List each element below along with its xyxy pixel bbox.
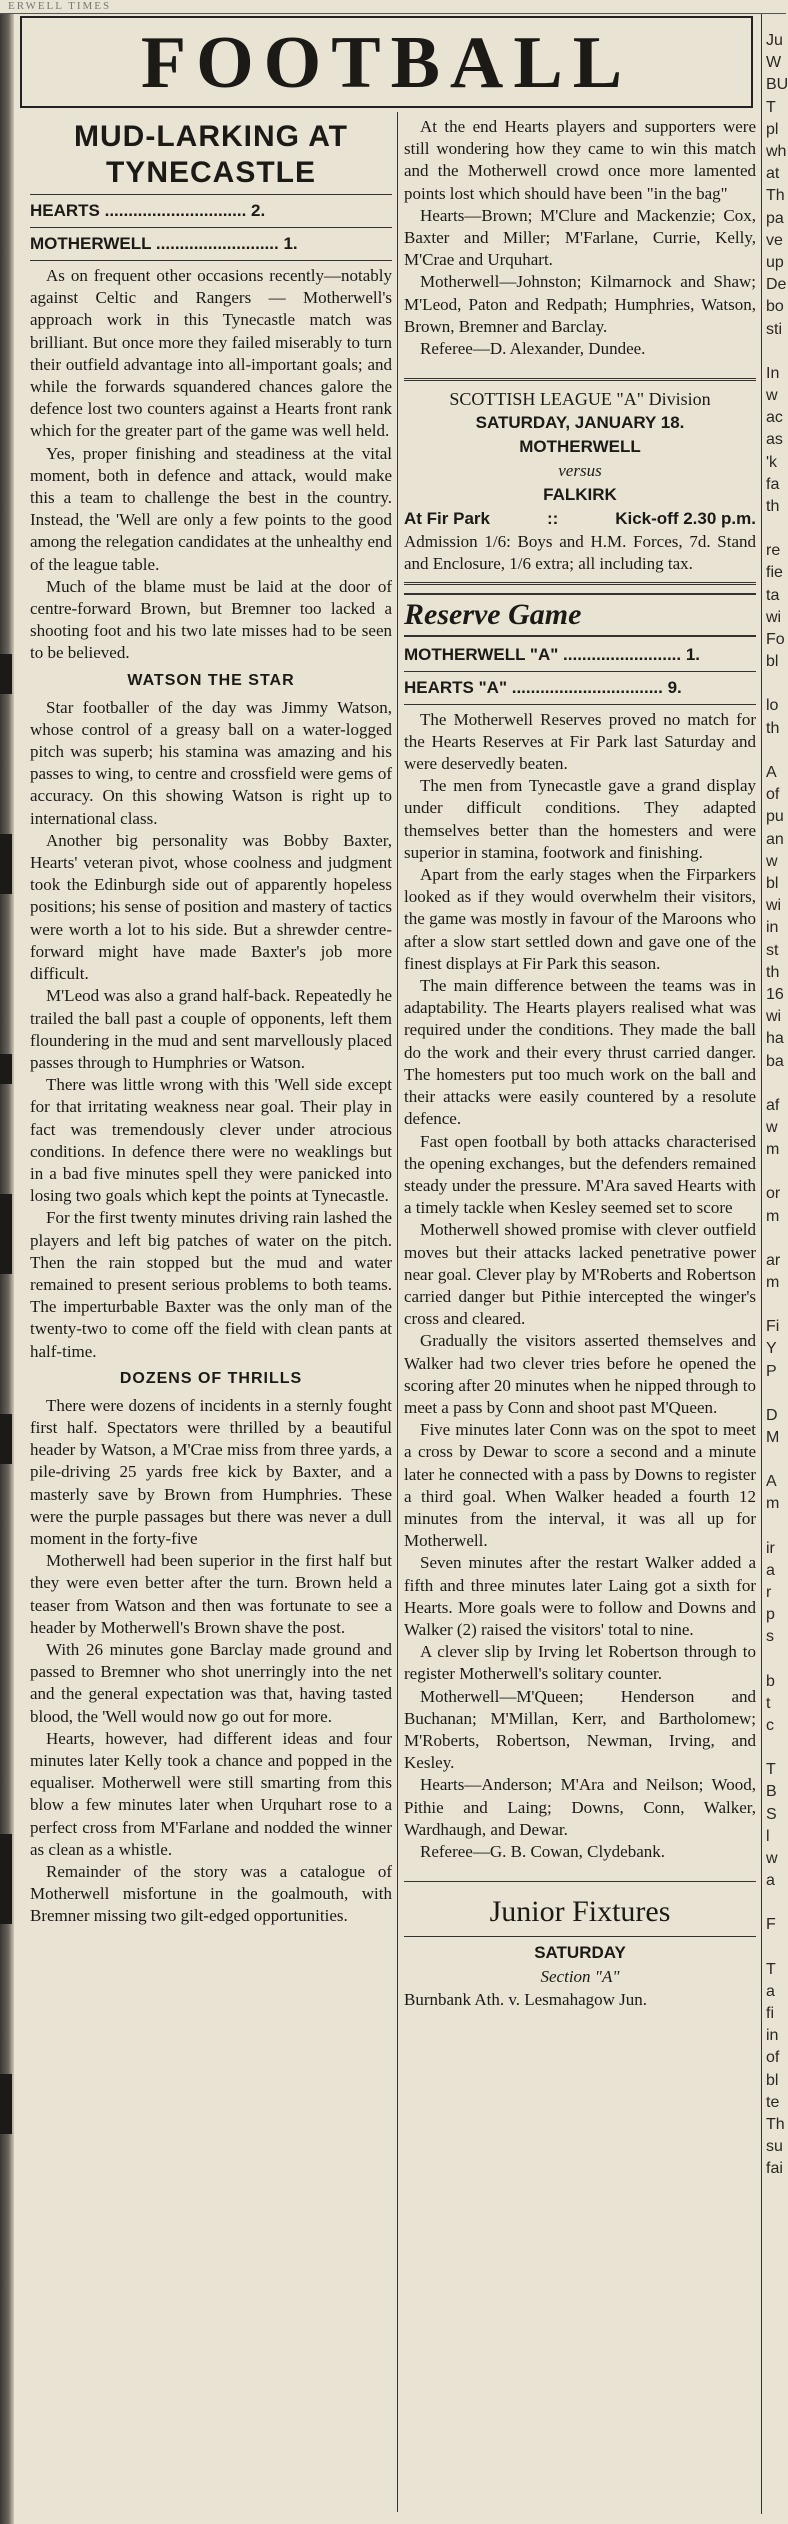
cropped-column-fragment: W [766, 54, 782, 72]
cropped-column-fragment: F [766, 1916, 776, 1934]
cropped-column-fragment: b [766, 1672, 775, 1690]
cropped-column-fragment: D [766, 1406, 778, 1424]
cropped-column-fragment: S [766, 1805, 777, 1823]
cropped-column-fragment: a [766, 1872, 775, 1890]
league-away-team: FALKIRK [543, 485, 617, 505]
cropped-column-fragment: an [766, 830, 784, 848]
paragraph: At the end Hearts players and supporters were still wondering how they came to win this match and the Motherwell crowd once more lamented points lost which should have been "in the bag" [404, 117, 756, 203]
cropped-column-fragment: B [766, 1783, 777, 1801]
reserve-game-heading: Reserve Game [404, 593, 756, 637]
paragraph: The Motherwell Reserves proved no match for the Hearts Reserves at Fir Park last Saturday and were deservedly beaten. [404, 709, 756, 774]
cropped-column-fragment: ta [766, 586, 780, 604]
cropped-column-fragment: Fi [766, 1318, 780, 1336]
league-home-team: MOTHERWELL [519, 437, 641, 457]
subheading-dozens-of-thrills: DOZENS OF THRILLS [119, 1369, 303, 1387]
cropped-column-fragment: m [766, 1141, 780, 1159]
referee-line: Referee—G. B. Cowan, Clydebank. [420, 1842, 666, 1861]
paragraph: Seven minutes after the restart Walker added a fifth and three minutes later Laing got a sixth for Hearts. More goals were to follow and Downs and Walker (2) raised the visitors' total to nine. [404, 1553, 756, 1639]
cropped-column-fragment: ve [766, 231, 783, 249]
paragraph: There were dozens of incidents in a sternly fought first half. Spectators were thrilled by a beautiful header by Watson, a M'Crae miss from three yards, a pile-driving 25 yards free kick by Baxter, and a masterly save by Brown from Humphries. These were the purple passages but there was never a dull moment in the forty-five [30, 1395, 392, 1548]
cropped-column-fragment: st [766, 941, 779, 959]
cropped-column-fragment: m [766, 1495, 780, 1513]
cropped-column-fragment: a [766, 1561, 775, 1579]
league-separator: :: [546, 509, 559, 529]
cropped-column-fragment: pl [766, 120, 779, 138]
paragraph: Five minutes later Conn was on the spot to meet a cross by Dewar to score a second and a minute later he connected with a pass by Downs to register a third goal. When Walker headed a fourth 12 minutes from the interval, it was all up for Motherwell. [404, 1420, 756, 1551]
paragraph: A clever slip by Irving let Robertson through to register Motherwell's solitary counter. [404, 1642, 756, 1684]
referee-line: Referee—D. Alexander, Dundee. [420, 339, 646, 359]
paragraph: M'Leod was also a grand half-back. Repeatedly he trailed the ball past a couple of opponents, left them floundering in the mud and sent marvellously placed passes through to Humphries or Watson. [30, 986, 392, 1072]
cropped-column-fragment: w [766, 387, 778, 405]
paragraph: The men from Tynecastle gave a grand display under difficult conditions. They adapted themselves better than the homesters and were superior in stamina, footwork and finishing. [404, 776, 756, 862]
cropped-column-fragment: of [766, 786, 780, 804]
cropped-column-fragment: Th [766, 187, 785, 205]
cropped-column-fragment: at [766, 165, 780, 183]
paragraph: Much of the blame must be laid at the door of centre-forward Brown, but Bremner too lacked a shooting foot and his two late misses had to be seen to be believed. [30, 576, 392, 663]
reserve-score-motherwell: MOTHERWELL "A" ......................... 1. [404, 644, 701, 664]
cropped-column-fragment: wi [766, 608, 782, 626]
cropped-column-fragment [766, 1294, 786, 1316]
cropped-column-fragment [766, 1383, 786, 1405]
cropped-column-fragment [766, 1516, 786, 1538]
team-line-reserve-hearts: Hearts—Anderson; M'Ara and Neilson; Wood, Pithie and Laing; Downs, Conn, Walker, Wardhaugh, and Dewar. [404, 1775, 756, 1839]
cropped-column-fragment: ac [766, 409, 783, 427]
cropped-column-fragment [766, 1449, 786, 1471]
cropped-column-fragment: th [766, 719, 780, 737]
cropped-column-fragment: T [766, 1761, 776, 1779]
headline-line-2: TYNECASTLE [105, 156, 316, 189]
divider [404, 704, 756, 705]
league-admission: Admission 1/6: Boys and H.M. Forces, 7d. Stand and Enclosure, 1/6 extra; all including tax. [404, 532, 756, 574]
cropped-column-fragment: De [766, 276, 787, 294]
cropped-column-fragment: wi [766, 897, 782, 915]
cropped-column-fragment: A [766, 763, 777, 781]
cropped-column-fragment: m [766, 1207, 780, 1225]
cropped-column-fragment [766, 1649, 786, 1671]
junior-day: SATURDAY [534, 1943, 626, 1963]
junior-fixture-first: Burnbank Ath. v. Lesmahagow Jun. [404, 1990, 648, 2010]
cropped-column-fragment: bl [766, 2071, 779, 2089]
column-rule [397, 112, 398, 2512]
league-title: SCOTTISH LEAGUE "A" Division [449, 389, 711, 410]
league-kickoff: Kick-off 2.30 p.m. [615, 509, 756, 529]
cropped-column-fragment [766, 1161, 786, 1183]
column-three-fragment [766, 30, 786, 2510]
cropped-column-fragment: af [766, 1096, 780, 1114]
column-rule [761, 14, 762, 2514]
reserve-score-hearts: HEARTS "A" ................................ 9. [404, 677, 682, 697]
cropped-column-fragment [766, 740, 786, 762]
cropped-column-fragment: BU [766, 76, 788, 94]
cropped-column-fragment: t [766, 1694, 771, 1712]
paragraph: Motherwell showed promise with clever outfield moves but their attacks lacked penetrative power near goal. Clever play by M'Roberts and Robertson carried danger but Pithie intercepted the winger's cross and cleared. [404, 1220, 756, 1329]
headline-line-1: MUD-LARKING AT [74, 120, 348, 153]
junior-section: Section "A" [540, 1967, 620, 1987]
cropped-column-fragment: P [766, 1362, 777, 1380]
cropped-column-fragment [766, 1073, 786, 1095]
cropped-column-fragment: su [766, 2138, 783, 2156]
cropped-column-fragment [766, 1228, 786, 1250]
cropped-column-fragment [766, 518, 786, 540]
cropped-column-fragment: 'k [766, 453, 778, 471]
cropped-column-fragment: as [766, 431, 783, 449]
masthead-strip: ERWELL TIMES [0, 0, 786, 14]
cropped-column-fragment: fa [766, 475, 780, 493]
cropped-column-fragment: a [766, 1982, 775, 2000]
paragraph: Motherwell had been superior in the first half but they were even better after the turn. Brown held a teaser from Watson and then was fortunate to see a header by Motherwell's Brown shave the post. [30, 1551, 392, 1637]
paragraph: With 26 minutes gone Barclay made ground and passed to Bremner who shot unerringly into the net and the general expectation was that, having tasted blood, the 'Well would now go out for more. [30, 1639, 392, 1726]
paragraph: Apart from the early stages when the Firparkers looked as if they would overwhelm their visitors, the game was mostly in favour of the Maroons who after a slow start settled down and gave one of the finest displays at Fir Park this season. [404, 865, 756, 973]
cropped-column-fragment [766, 1937, 786, 1959]
cropped-column-fragment: wi [766, 1008, 782, 1026]
divider [30, 260, 392, 261]
paragraph: Gradually the visitors asserted themselves and Walker had two clever tries before he opened the scoring after 20 minutes when he nipped through to meet a pass by Conn and shoot past M'Queen. [404, 1331, 756, 1417]
team-line-reserve-motherwell: Motherwell—M'Queen; Henderson and Buchanan; M'Millan, Kerr, and Bartholomew; M'Roberts, Robertson, Newman, Irving, and Kesley. [404, 1686, 756, 1773]
cropped-column-fragment: T [766, 1960, 776, 1978]
paragraph: Another big personality was Bobby Baxter, Hearts' veteran pivot, whose coolness and judgment took the Edinburgh side out of apparently hopeless positions; his sense of position and mastery of tactics were worth a lot to his side. But a shrewder centre-forward might have made Baxter's job more difficult. [30, 830, 392, 984]
cropped-column-fragment: ar [766, 1251, 781, 1269]
score-hearts: HEARTS .............................. 2. [30, 201, 266, 220]
cropped-column-fragment: m [766, 1273, 780, 1291]
cropped-column-fragment: te [766, 2093, 780, 2111]
cropped-column-fragment: Y [766, 1340, 777, 1358]
cropped-column-fragment: in [766, 919, 779, 937]
cropped-column-fragment [766, 1737, 786, 1759]
divider [404, 671, 756, 672]
cropped-column-fragment: r [766, 1583, 772, 1601]
paragraph: Yes, proper finishing and steadiness at the vital moment, both in defence and attack, would make this a team to challenge the best in the country. Instead, the 'Well are only a few points to the good among the relegation candidates at the unhealthy end of the league table. [30, 443, 392, 574]
cropped-column-fragment: of [766, 2049, 780, 2067]
subheading-watson-the-star: WATSON THE STAR [127, 671, 295, 689]
cropped-column-fragment: th [766, 498, 780, 516]
divider [404, 378, 756, 381]
paragraph: For the first twenty minutes driving rain lashed the players and left big patches of water on the pitch. Then the rain stopped but the mud and water remained to present serious problems to both teams. The imperturbable Baxter was the only man of the twenty-two to come off the field with clean pants at half-time. [30, 1208, 392, 1361]
cropped-column-fragment: w [766, 1118, 778, 1136]
cropped-column-fragment: Th [766, 2116, 785, 2134]
paragraph: Hearts, however, had different ideas and four minutes later Kelly took a chance and popped in the equaliser. Motherwell were still smarting from this blow a few minutes later when Urquhart rose to a perfect cross from M'Farlane and nodded the winner as clean as a whistle. [30, 1728, 392, 1859]
cropped-column-fragment: fi [766, 2005, 774, 2023]
cropped-column-fragment: up [766, 254, 784, 272]
league-fixture-advert [404, 387, 756, 575]
paragraph: Star footballer of the day was Jimmy Watson, whose control of a greasy ball on a water-logged pitch was superb; his stamina was amazing and his passes to wing, to centre and crossfield were gems of accuracy. On this showing Watson is right up to international class. [30, 697, 392, 828]
divider [30, 194, 392, 195]
league-venue-row [404, 507, 756, 531]
league-versus: versus [558, 461, 602, 481]
cropped-column-fragment: p [766, 1606, 775, 1624]
cropped-column-fragment: bl [766, 653, 779, 671]
cropped-column-fragment: th [766, 963, 780, 981]
cropped-column-fragment: w [766, 1850, 778, 1868]
cropped-column-fragment [766, 1892, 786, 1914]
divider [404, 1936, 756, 1937]
cropped-column-fragment: pu [766, 808, 784, 826]
cropped-column-fragment: ha [766, 1030, 784, 1048]
cropped-column-fragment: l [766, 1827, 770, 1845]
divider [30, 227, 392, 228]
cropped-column-fragment: M [766, 1428, 780, 1446]
cropped-column-fragment: c [766, 1717, 774, 1734]
junior-fixtures-heading: Junior Fixtures [404, 1881, 756, 1932]
cropped-column-fragment: T [766, 98, 776, 116]
paragraph: Remainder of the story was a catalogue of Motherwell misfortune in the goalmouth, with Bremner missing two gilt-edged opportunities. [30, 1862, 392, 1926]
team-line-motherwell: Motherwell—Johnston; Kilmarnock and Shaw; M'Leod, Paton and Redpath; Humphries, Watson, Brown, Bremner and Barclay. [404, 272, 756, 336]
cropped-column-fragment: or [766, 1185, 781, 1203]
cropped-column-fragment: bo [766, 298, 784, 316]
cropped-column-fragment: sti [766, 320, 782, 338]
cropped-column-fragment: ir [766, 1539, 775, 1557]
league-date: SATURDAY, JANUARY 18. [475, 413, 685, 433]
cropped-column-fragment: fie [766, 564, 783, 582]
paragraph: The main difference between the teams was in adaptability. The Hearts players realised what was required under the conditions. They made the ball do the work and their every thrust carried danger. The homesters put too much work on the ball and their attacks were easily countered by a resolute defence. [404, 976, 756, 1129]
cropped-column-fragment: ba [766, 1052, 784, 1070]
article-mud-larking [30, 116, 392, 2516]
team-line-hearts: Hearts—Brown; M'Clure and Mackenzie; Cox, Baxter and Miller; M'Farlane, Currie, Kelly, M'Crae and Urquhart. [404, 205, 756, 270]
cropped-column-fragment: s [766, 1628, 774, 1646]
cropped-column-fragment: In [766, 364, 780, 382]
cropped-column-fragment: pa [766, 209, 784, 227]
cropped-column-fragment: lo [766, 697, 779, 715]
cropped-column-fragment: re [766, 542, 781, 560]
paragraph: Fast open football by both attacks characterised the opening exchanges, but the defenders remained steady under the pressure. M'Ara saved Hearts with a timely tackle when Kesley seemed set to score [404, 1131, 756, 1218]
adjacent-page-edge [0, 14, 14, 2524]
cropped-column-fragment: wh [766, 143, 787, 161]
cropped-column-fragment: fai [766, 2160, 783, 2178]
divider [404, 582, 756, 585]
section-banner: FOOTBALL [20, 16, 753, 108]
paragraph: There was little wrong with this 'Well side except for that irritating weakness near goal. Their play in fact was tremendously clever under atrocious conditions. In defence there were no weaklings but in a bad five minutes spell they were panicked into losing two goals which kept the points at Tynecastle. [30, 1075, 392, 1206]
cropped-column-fragment: bl [766, 874, 779, 892]
cropped-column-fragment: 16 [766, 985, 784, 1003]
league-venue: At Fir Park [404, 509, 490, 529]
cropped-column-fragment [766, 673, 786, 695]
paragraph: As on frequent other occasions recently—notably against Celtic and Rangers — Motherwell's approach work in this Tynecastle match was brilliant. But once more they failed miserably to turn their outfield advantage into all-important goals; and while the forwards squandered chances galore the defence lost two counters against a Hearts front rank which for the greater part of the game was well held. [30, 266, 392, 441]
cropped-column-fragment: Fo [766, 631, 785, 649]
cropped-column-fragment: w [766, 852, 778, 870]
cropped-column-fragment: A [766, 1473, 777, 1491]
cropped-column-fragment: Ju [766, 32, 783, 49]
cropped-column-fragment: in [766, 2027, 779, 2045]
score-motherwell: MOTHERWELL .......................... 1. [30, 234, 298, 253]
column-two [404, 116, 756, 2516]
cropped-column-fragment [766, 341, 786, 363]
